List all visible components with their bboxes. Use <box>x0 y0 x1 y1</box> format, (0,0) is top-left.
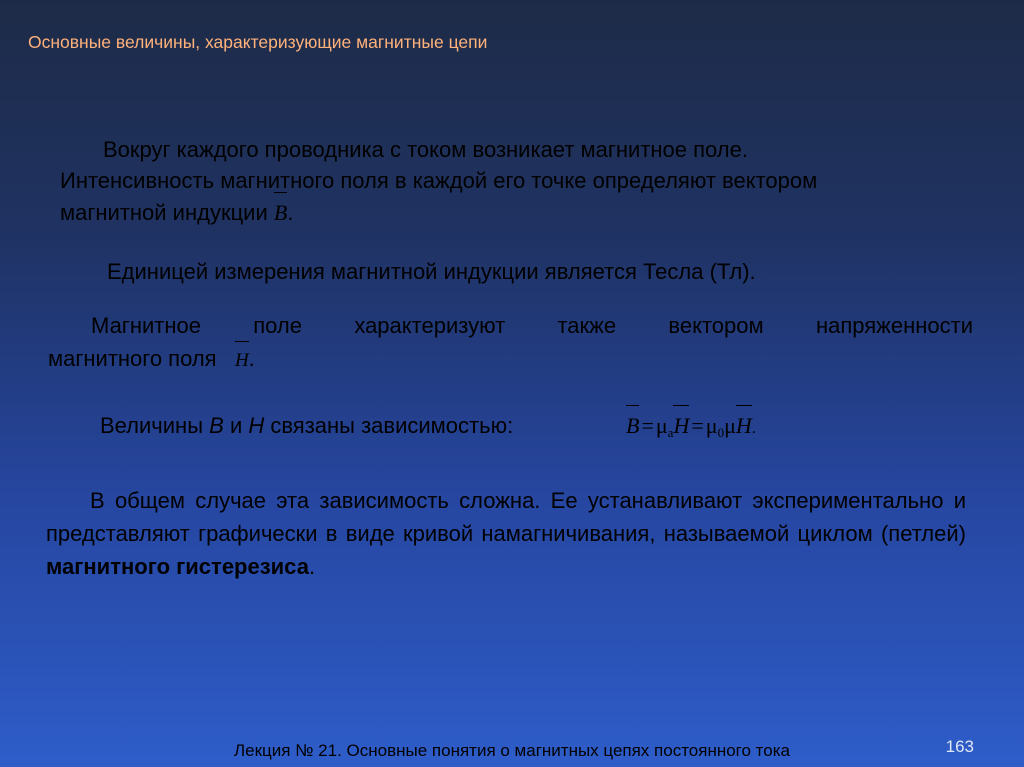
word: поле <box>253 313 303 338</box>
paragraph-induction-line2: Интенсивность магнитного поля в каждой его точке определяют вектором <box>60 168 818 193</box>
page-number: 163 <box>945 737 974 756</box>
paragraph-induction-line3: магнитной индукции B. <box>60 196 960 228</box>
paragraph-field-strength-line2: магнитного поля H. <box>48 346 255 371</box>
paragraph-hysteresis: В общем случае эта зависимость сложна. Ее устанавливают экспериментально и представляют графически в виде кривой намагничивания, называемой циклом (петлей) магнитного гистерезиса. <box>46 488 966 579</box>
paragraph-induction-line1: Вокруг каждого проводника с током возникает магнитное поле. <box>103 137 748 162</box>
paragraph-induction <box>60 134 960 228</box>
footer-lecture-title: Лекция № 21. Основные понятия о магнитных цепях постоянного тока <box>234 741 790 760</box>
paragraph-field-strength <box>48 310 973 374</box>
vector-h-symbol: H <box>235 345 249 370</box>
paragraph-field-strength-line1 <box>48 310 973 341</box>
word: также <box>557 313 617 338</box>
paragraph-tesla: Единицей измерения магнитной индукции является Тесла (Тл). <box>107 259 756 284</box>
vector-b-symbol: B <box>274 196 287 224</box>
formula-b: B <box>626 409 639 437</box>
formula-b-mu-h: $B=\mu_аH=\mu_0\mu H$. <box>626 406 756 453</box>
word: напряженности <box>815 313 973 338</box>
slide-title: Основные величины, характеризующие магнитные цепи <box>28 32 488 52</box>
term-hysteresis: магнитного гистерезиса <box>46 554 309 579</box>
word: характеризуют <box>354 313 506 338</box>
formula-h1: H <box>673 409 689 437</box>
formula-h2: H <box>736 409 752 437</box>
word: вектором <box>668 313 764 338</box>
paragraph-relation: Величины B и H связаны зависимостью: <box>100 413 514 438</box>
word: Магнитное <box>91 313 201 338</box>
